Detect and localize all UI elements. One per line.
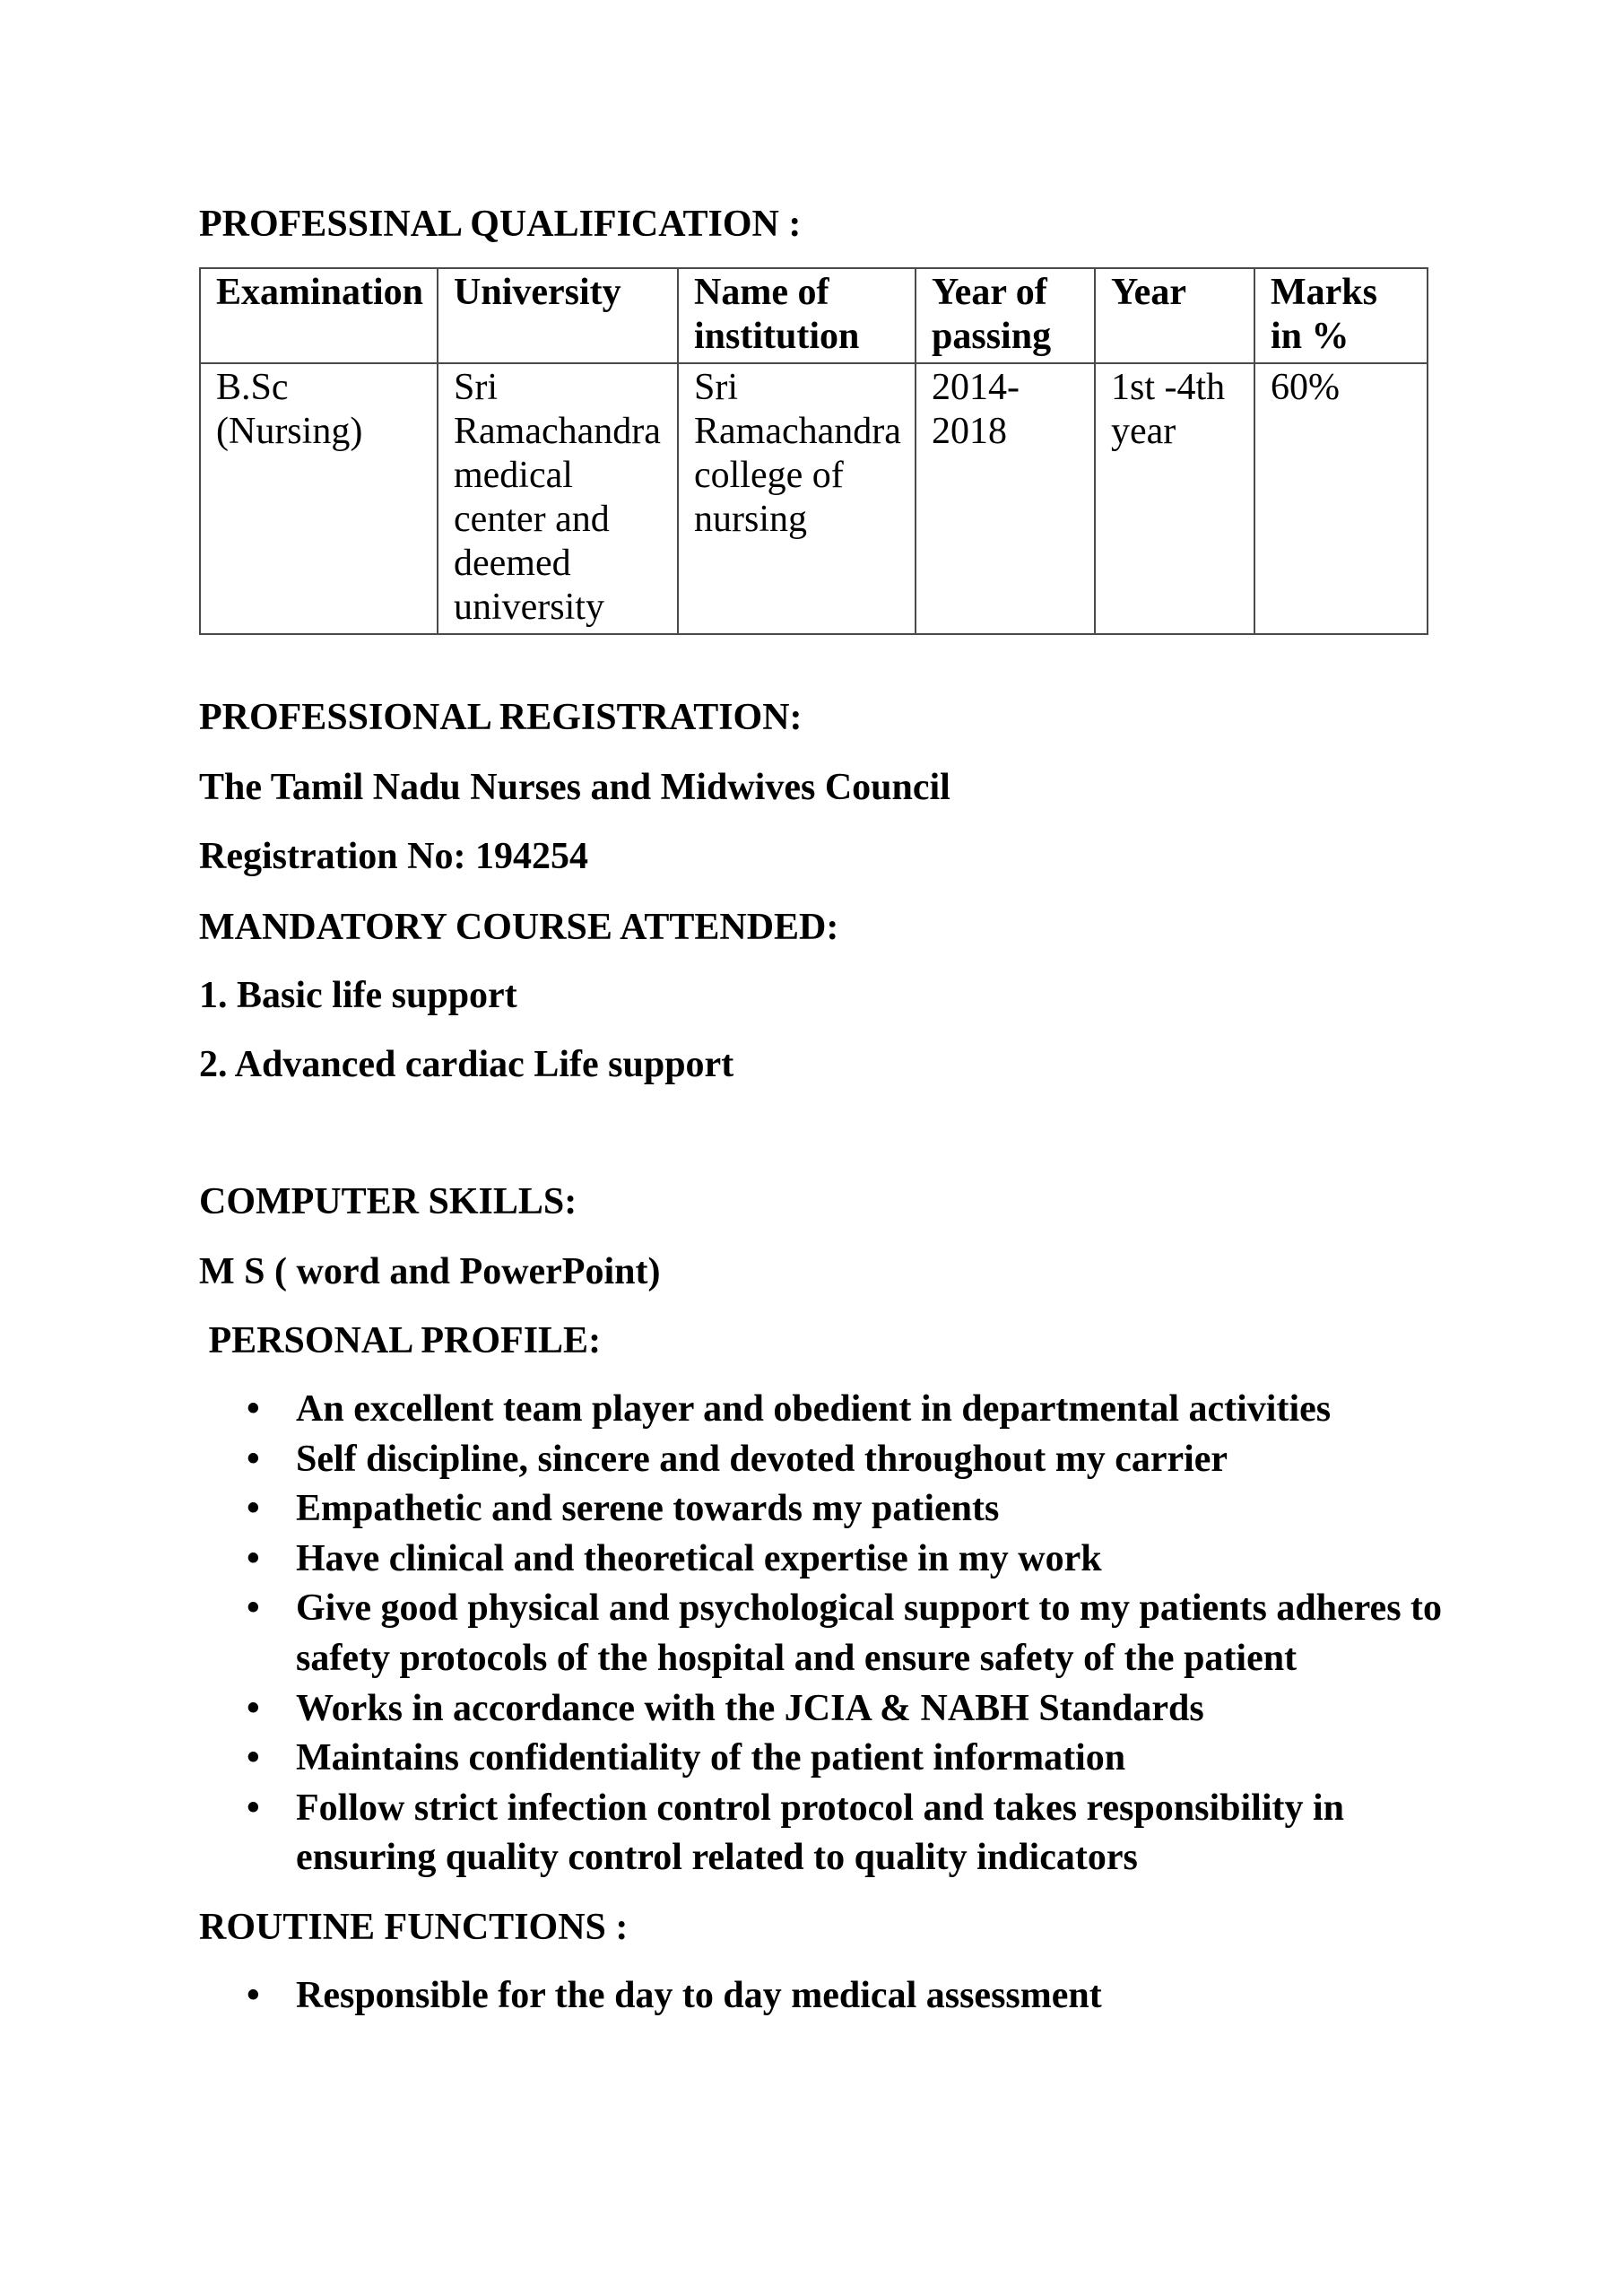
column-header-year-of-passing: Year of passing	[916, 268, 1095, 363]
course-item: 2. Advanced cardiac Life support	[199, 1044, 734, 1085]
bullet-icon: •	[247, 1687, 260, 1729]
bullet-icon: •	[247, 1537, 260, 1579]
bullet-icon: •	[247, 1438, 260, 1480]
cell-marks: 60%	[1254, 363, 1428, 634]
registration-council: The Tamil Nadu Nurses and Midwives Council	[199, 767, 950, 808]
column-header-year: Year	[1095, 268, 1254, 363]
column-header-examination: Examination	[200, 268, 438, 363]
list-item	[247, 1971, 1102, 2022]
list-item-text: Works in accordance with the JCIA & NABH Standards	[296, 1687, 1204, 1729]
list-item	[247, 1535, 1462, 1585]
cell-university: Sri Ramachandra medical center and deemed university	[438, 363, 678, 634]
list-item	[247, 1684, 1462, 1735]
column-header-institution: Name of institution	[678, 268, 916, 363]
computer-skills-value: M S ( word and PowerPoint)	[199, 1251, 661, 1292]
list-item	[247, 1784, 1408, 1883]
computer-skills-heading: COMPUTER SKILLS:	[199, 1181, 577, 1222]
list-item-text: Empathetic and serene towards my patients	[296, 1488, 1000, 1530]
bullet-icon: •	[247, 1975, 260, 2016]
list-item	[247, 1484, 1462, 1535]
routine-functions-heading: ROUTINE FUNCTIONS :	[199, 1907, 629, 1948]
column-header-marks: Marks in %	[1254, 268, 1428, 363]
list-item-text: Follow strict infection control protocol and takes responsibility in ensuring quality control related to quality indicators	[296, 1787, 1345, 1879]
bullet-icon: •	[247, 1388, 260, 1430]
cell-year: 1st -4th year	[1095, 363, 1254, 634]
list-item	[247, 1435, 1462, 1485]
course-item: 1. Basic life support	[199, 975, 517, 1016]
qualification-table	[199, 267, 1428, 635]
courses-heading: MANDATORY COURSE ATTENDED:	[199, 907, 839, 948]
column-header-university: University	[438, 268, 678, 363]
list-item-text: Maintains confidentiality of the patient information	[296, 1737, 1126, 1779]
list-item	[247, 1734, 1462, 1784]
list-item	[247, 1385, 1462, 1435]
registration-number: Registration No: 194254	[199, 836, 588, 877]
cell-institution: Sri Ramachandra college of nursing	[678, 363, 916, 634]
table-header-row	[200, 268, 1428, 363]
personal-profile-heading: PERSONAL PROFILE:	[199, 1320, 602, 1361]
table-row	[200, 363, 1428, 634]
qualification-heading: PROFESSINAL QUALIFICATION :	[199, 204, 802, 245]
bullet-icon: •	[247, 1587, 260, 1630]
bullet-icon: •	[247, 1737, 260, 1779]
personal-profile-list	[247, 1385, 1462, 1883]
list-item-text: Give good physical and psychological support to my patients adheres to safety protocols of the hospital and ensure safety of the patient	[296, 1587, 1443, 1679]
cell-year-of-passing: 2014-2018	[916, 363, 1095, 634]
bullet-icon: •	[247, 1787, 260, 1829]
list-item-text: Have clinical and theoretical expertise in my work	[296, 1537, 1102, 1579]
list-item-text: Self discipline, sincere and devoted throughout my carrier	[296, 1438, 1228, 1480]
list-item-text: Responsible for the day to day medical assessment	[296, 1975, 1102, 2016]
registration-heading: PROFESSIONAL REGISTRATION:	[199, 697, 803, 738]
routine-functions-list	[247, 1971, 1102, 2022]
bullet-icon: •	[247, 1488, 260, 1530]
cell-examination: B.Sc (Nursing)	[200, 363, 438, 634]
list-item	[247, 1584, 1453, 1683]
list-item-text: An excellent team player and obedient in departmental activities	[296, 1388, 1332, 1430]
